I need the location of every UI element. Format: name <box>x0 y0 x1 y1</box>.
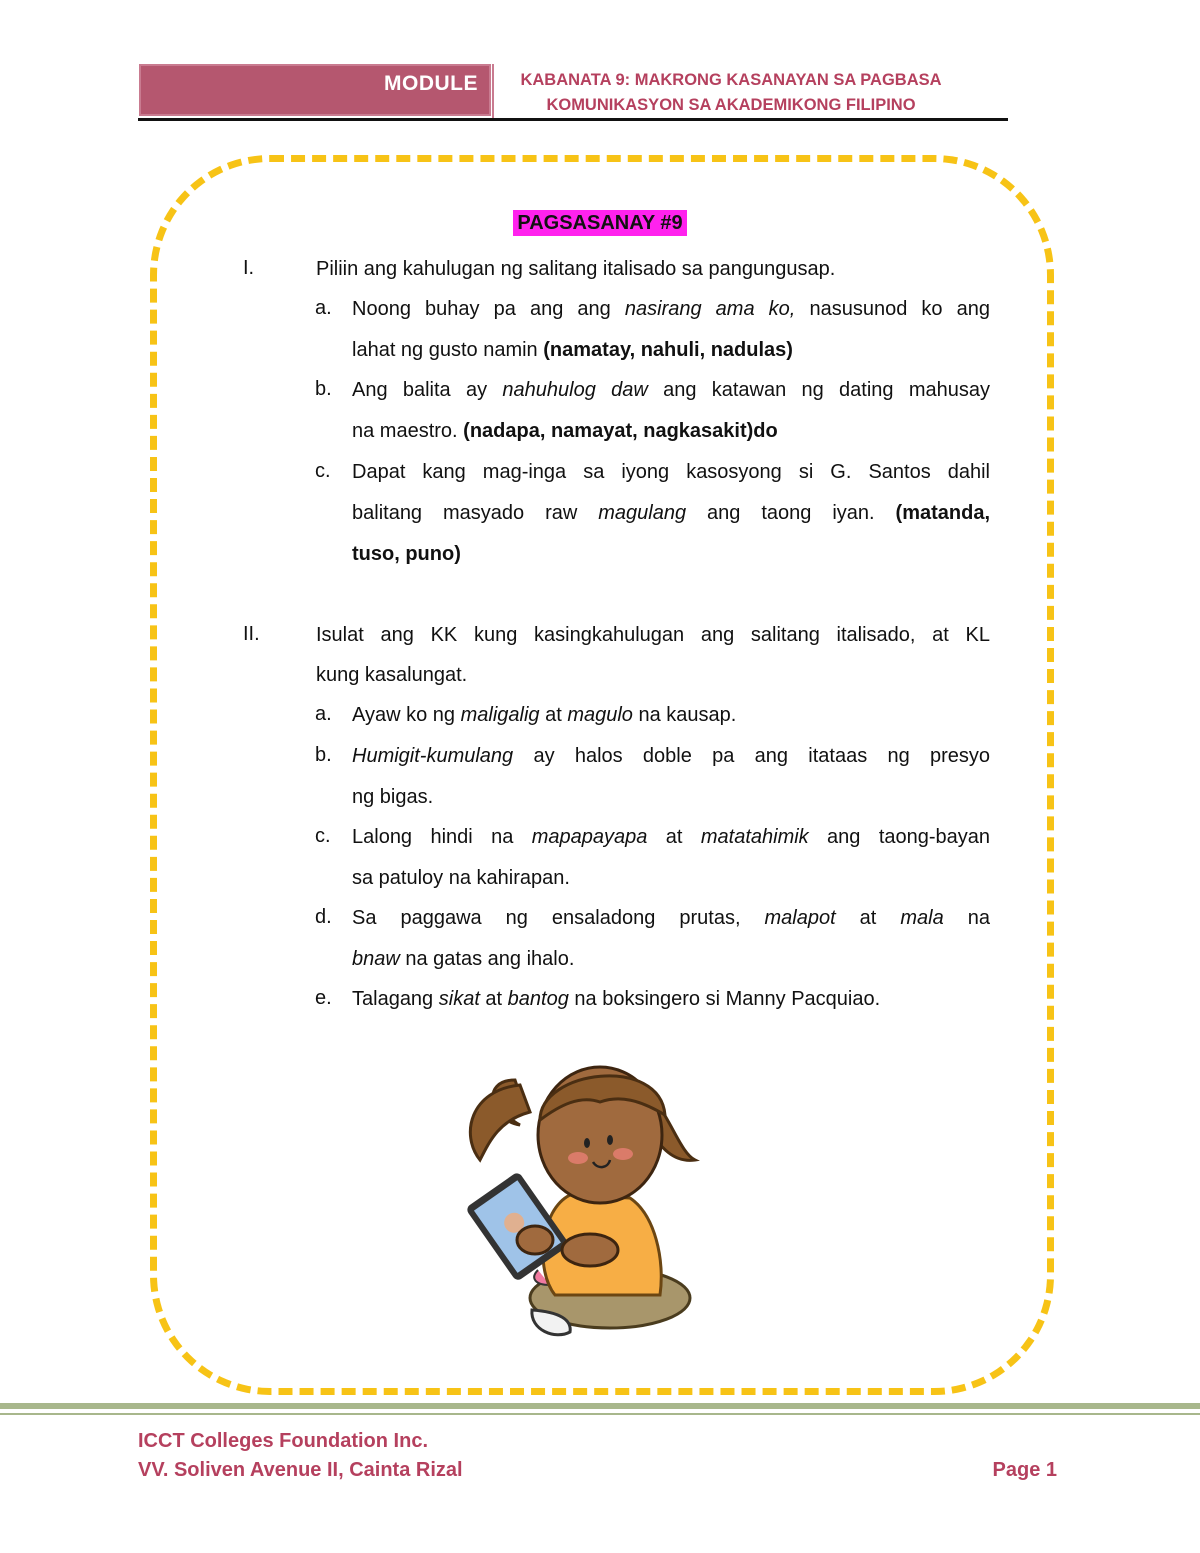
girl-with-tablet-illustration <box>460 1040 710 1350</box>
part2-item-d-letter: d. <box>315 906 332 928</box>
part2-item-d-line1: Sa paggawa ng ensaladong prutas, malapot at mala na <box>352 907 990 929</box>
part2-item-c-line2: sa patuloy na kahirapan. <box>352 867 570 889</box>
page-number: Page 1 <box>992 1459 1057 1481</box>
part2-numeral: II. <box>243 623 260 645</box>
part1-item-c-line2: balitang masyado raw magulang ang taong iyan. (matanda, <box>352 502 991 524</box>
module-label: MODULE <box>384 72 478 95</box>
header-rule <box>138 118 1008 121</box>
part1-item-b-line1: Ang balita ay nahuhulog daw ang katawan ng dating mahusay <box>352 379 990 401</box>
part2-item-e-line1: Talagang sikat at bantog na boksingero si Manny Pacquiao. <box>352 988 881 1010</box>
part2-item-a-letter: a. <box>315 703 332 725</box>
part1-item-a-letter: a. <box>315 297 332 319</box>
part2-item-a-line1: Ayaw ko ng maligalig at magulo na kausap. <box>352 704 737 726</box>
part2-item-d-line2: bnaw na gatas ang ihalo. <box>352 948 575 970</box>
footer-address: VV. Soliven Avenue II, Cainta Rizal <box>138 1459 463 1481</box>
header-title <box>496 68 966 118</box>
part1-item-a-line1: Noong buhay pa ang ang nasirang ama ko, nasusunod ko ang <box>352 298 991 320</box>
part1-instruction: Piliin ang kahulugan ng salitang italisado sa pangungusap. <box>316 258 836 280</box>
footer-rule <box>0 1403 1200 1409</box>
part2-item-e-letter: e. <box>315 987 332 1009</box>
header-title-line2: KOMUNIKASYON SA AKADEMIKONG FILIPINO <box>546 96 916 114</box>
part2-item-c-letter: c. <box>315 825 331 847</box>
part2-item-b-letter: b. <box>315 744 332 766</box>
part1-item-b-line2: na maestro. (nadapa, namayat, nagkasakit)do <box>352 420 778 442</box>
exercise-title <box>0 212 1200 235</box>
part2-item-b-line1: Humigit-kumulang ay halos doble pa ang itataas ng presyo <box>352 745 990 767</box>
part1-item-c-letter: c. <box>315 460 331 482</box>
part1-item-b-letter: b. <box>315 378 332 400</box>
header-separator <box>492 64 494 118</box>
part1-item-a-line2: lahat ng gusto namin (namatay, nahuli, nadulas) <box>352 339 793 361</box>
footer-org: ICCT Colleges Foundation Inc. <box>138 1430 428 1452</box>
part1-numeral: I. <box>243 257 255 279</box>
part2-item-b-line2: ng bigas. <box>352 786 434 808</box>
part1-item-c-line1: Dapat kang mag-inga sa iyong kasosyong si G. Santos dahil <box>352 461 990 483</box>
exercise-title-text: PAGSASANAY #9 <box>513 210 686 236</box>
part2-item-c-line1: Lalong hindi na mapapayapa at matatahimik ang taong-bayan <box>352 826 991 848</box>
footer-rule-thin <box>0 1413 1200 1415</box>
part2-instruction-line1: Isulat ang KK kung kasingkahulugan ang salitang italisado, at KL <box>316 624 990 646</box>
part1-item-c-line3: tuso, puno) <box>352 543 461 565</box>
header-title-line1: KABANATA 9: MAKRONG KASANAYAN SA PAGBASA <box>520 71 942 89</box>
part2-instruction-line2: kung kasalungat. <box>316 664 468 686</box>
